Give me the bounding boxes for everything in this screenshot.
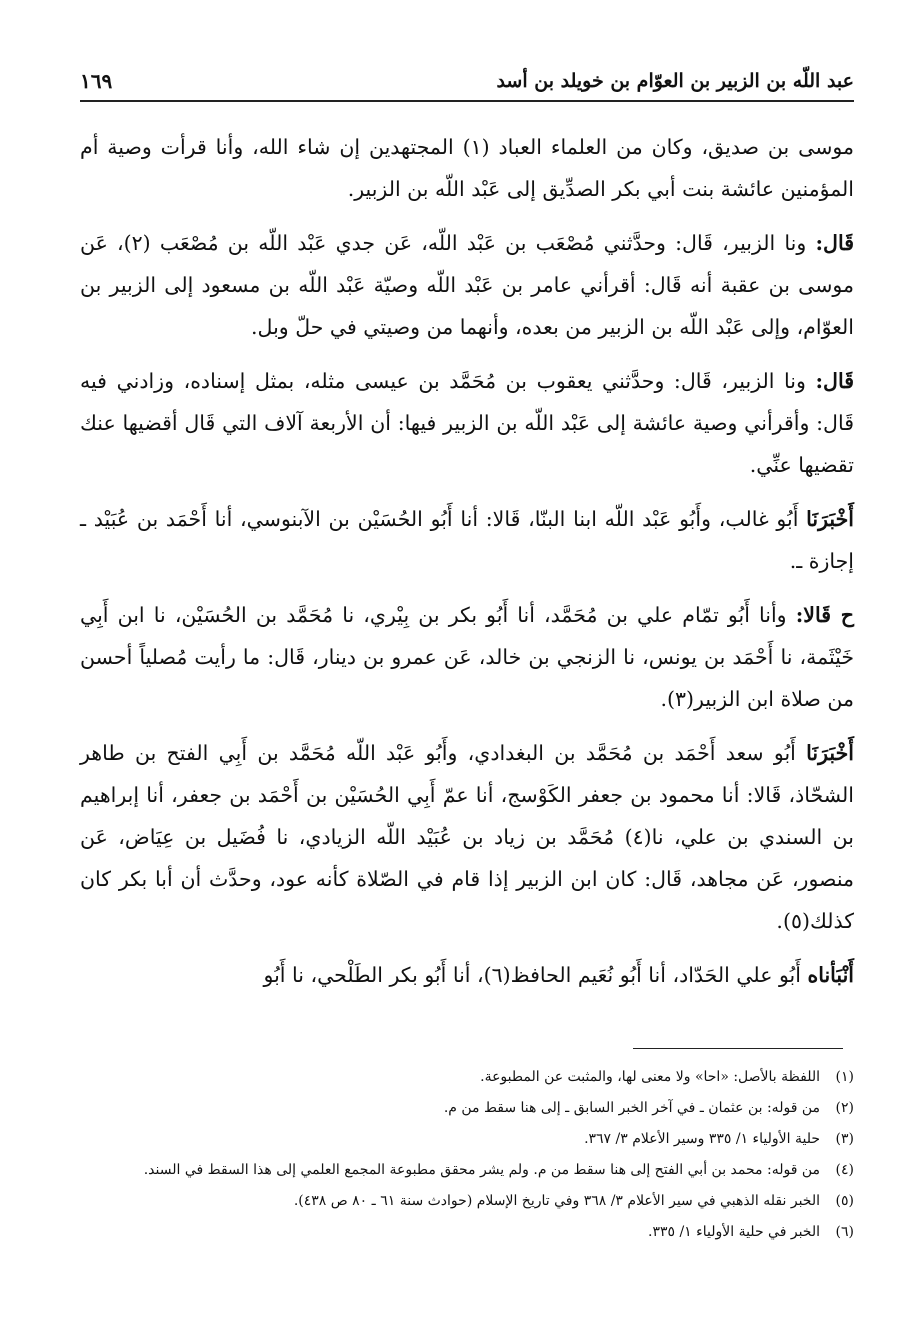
paragraph-text: أَبُو سعد أَحْمَد بن مُحَمَّد بن البغدادي، وأَبُو عَبْد اللّه مُحَمَّد بن أَبِي الفتح بن طاهر الشحّاذ، قَالا: أنا محمود بن جعفر الكَوْسج، أنا عمّ أَبِي الحُسَيْن بن أَحْمَد بن جعفر، أنا إبراهيم بن السندي بن علي، نا(٤) مُحَمَّد بن زياد بن عُبَيْد اللّه الزيادي، نا فُضَيل بن عِيَاض، عَن منصور، عَن مجاهد، قَال: كان ابن الزبير إذا قام في الصّلاة كأنه عود، وحدَّث أن أبا بكر كان كذلك(٥). [80, 741, 854, 933]
footnote-text: من قوله: محمد بن أبي الفتح إلى هنا سقط من م. ولم يشر محقق مطبوعة المجمع العلمي إلى هذا السقط في السند. [143, 1162, 820, 1178]
footnote-number: (٤) [835, 1162, 854, 1178]
paragraph [80, 954, 854, 996]
footnote-number: (٢) [835, 1100, 854, 1116]
paragraph-lead: قَال: [815, 231, 854, 255]
paragraph-lead: ح قَالا: [795, 603, 854, 627]
paragraph-text: أَبُو علي الحَدّاد، أنا أَبُو نُعَيم الحافظ(٦)، أنا أَبُو بكر الطَلْحي، نا أَبُو [263, 963, 808, 987]
paragraph-text: ونا الزبير، قَال: وحدَّثني مُصْعَب بن عَبْد اللّه، عَن جدي عَبْد اللّه بن مُصْعَب (٢)، عَن موسى بن عقبة أنه قَال: أقرأني عامر بن عَبْد اللّه وصيّة عَبْد اللّه بن مسعود إلى الزبير بن العوّام، وإلى عَبْد اللّه بن الزبير من بعده، وأنهما من وصيتي في حلّ وبل. [80, 231, 854, 339]
footnote [80, 1186, 854, 1217]
footnote [80, 1093, 854, 1124]
footnote-separator [633, 1048, 843, 1049]
page-number: ١٦٩ [80, 69, 113, 93]
paragraph-text: موسى بن صديق، وكان من العلماء العباد (١) المجتهدين إن شاء الله، وأنا قرأت وصية أم المؤمنين عائشة بنت أبي بكر الصدِّيق إلى عَبْد اللّه بن الزبير. [80, 135, 854, 201]
footnote-text: اللفظة بالأصل: «احا» ولا معنى لها، والمثبت عن المطبوعة. [480, 1069, 820, 1085]
paragraph [80, 732, 854, 942]
footnote-number: (١) [835, 1069, 854, 1085]
footnote-number: (٣) [835, 1131, 854, 1147]
paragraph [80, 498, 854, 582]
paragraph [80, 594, 854, 720]
footnote-text: من قوله: بن عثمان ـ في آخر الخبر السابق ـ إلى هنا سقط من م. [443, 1100, 820, 1116]
paragraph-text: وأنا أَبُو تمّام علي بن مُحَمَّد، أنا أَبُو بكر بن بِيْري، نا مُحَمَّد بن الحُسَيْن، نا ابن أَبِي خَيْثَمة، نا أَحْمَد بن يونس، نا الزنجي بن خالد، عَن عمرو بن دينار، قَال: ما رأيت مُصلياً أحسن من صلاة ابن الزبير(٣). [80, 603, 854, 711]
footnote [80, 1124, 854, 1155]
footnote-text: حلية الأولياء ١/ ٣٣٥ وسير الأعلام ٣/ ٣٦٧. [584, 1131, 820, 1147]
main-text [80, 126, 854, 1008]
paragraph [80, 222, 854, 348]
paragraph-lead: أَنْبَأناه [807, 963, 854, 987]
footnotes [80, 1062, 854, 1248]
footnote-text: الخبر نقله الذهبي في سير الأعلام ٣/ ٣٦٨ وفي تاريخ الإسلام (حوادث سنة ٦١ ـ ٨٠ ص ٤٣٨). [293, 1193, 820, 1209]
running-title: عبد اللّه بن الزبير بن العوّام بن خويلد بن أسد [496, 70, 854, 92]
footnote-number: (٥) [835, 1193, 854, 1209]
paragraph-lead: أَخْبَرَنَا [806, 507, 854, 531]
footnote [80, 1217, 854, 1248]
paragraph-text: أَبُو غالب، وأَبُو عَبْد اللّه ابنا البنّا، قَالا: أنا أَبُو الحُسَيْن بن الآبنوسي، أنا أَحْمَد بن عُبَيْد ـ إجازة ـ. [80, 507, 854, 573]
footnote [80, 1155, 854, 1186]
footnote-text: الخبر في حلية الأولياء ١/ ٣٣٥. [647, 1224, 820, 1240]
paragraph [80, 126, 854, 210]
paragraph-lead: أَخْبَرَنَا [806, 741, 854, 765]
page-header [80, 62, 854, 102]
paragraph [80, 360, 854, 486]
paragraph-lead: قَال: [815, 369, 854, 393]
paragraph-text: ونا الزبير، قَال: وحدَّثني يعقوب بن مُحَمَّد بن عيسى مثله، بمثل إسناده، وزادني فيه قَال: وأقرأني وصية عائشة إلى عَبْد اللّه بن الزبير فيها: أن الأربعة آلاف التي قَال أقضيها عنك تقضيها عنِّي. [80, 369, 854, 477]
footnote [80, 1062, 854, 1093]
footnote-number: (٦) [835, 1224, 854, 1240]
